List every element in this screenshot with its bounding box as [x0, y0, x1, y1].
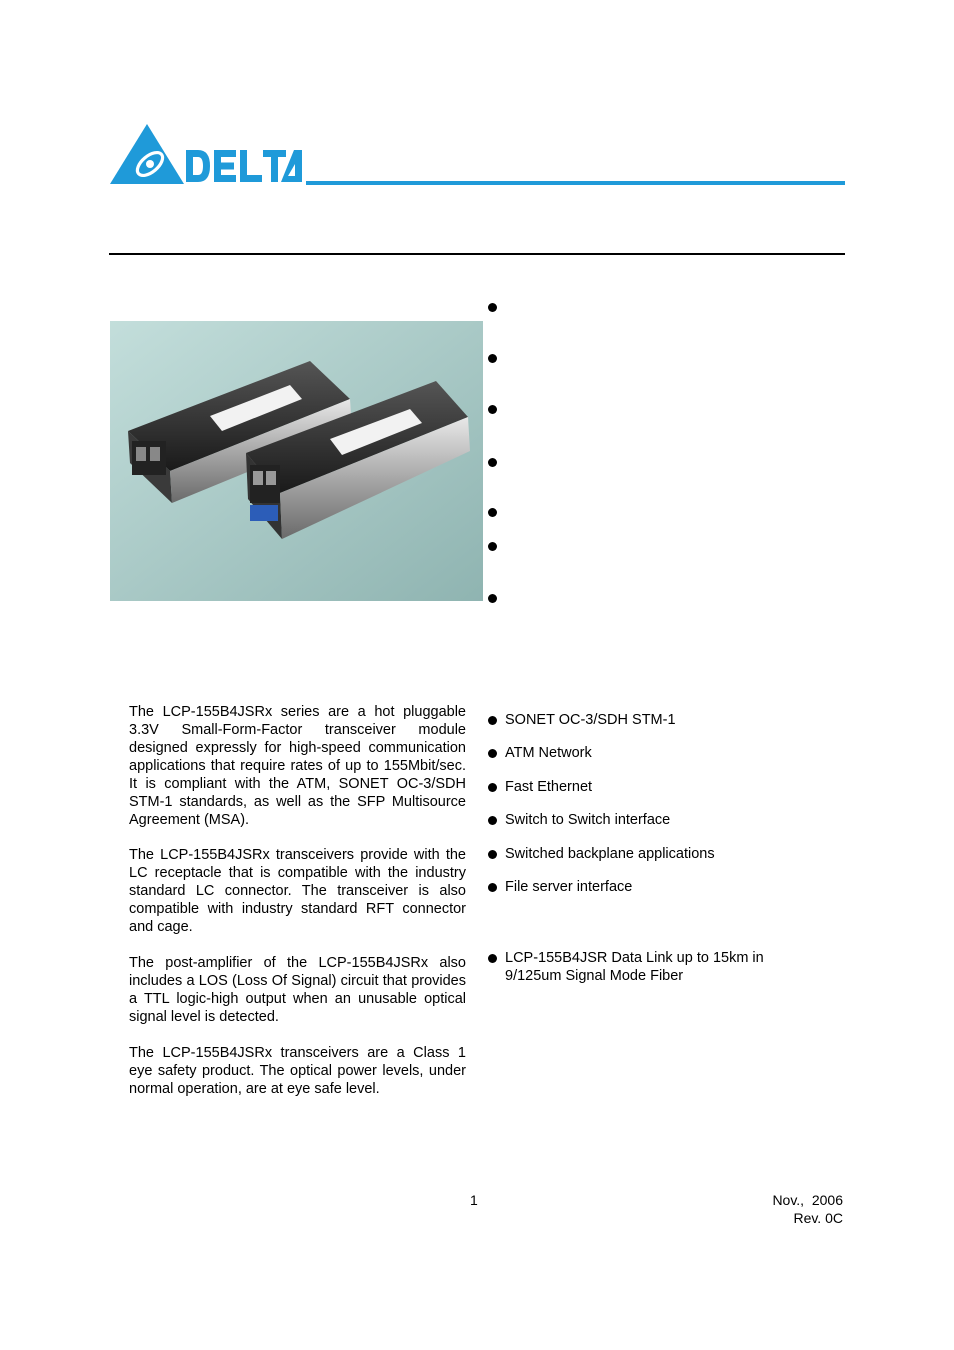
delta-triangle-icon	[110, 124, 184, 184]
description-paragraph: The LCP-155B4JSRx series are a hot pluggable 3.3V Small-Form-Factor transceiver module designed expressly for high-speed communication applications that require rates of up to 155Mbit/sec. It is compliant with the ATM, SONET OC-3/SDH STM-1 standards, as well as the SFP Multisource Agreement (MSA).	[129, 704, 466, 828]
feature-bullet	[488, 458, 497, 467]
title-divider	[109, 253, 845, 255]
application-label: File server interface	[505, 879, 633, 895]
delta-logo	[110, 124, 302, 184]
bullet-icon	[488, 850, 497, 859]
feature-bullet	[488, 303, 497, 312]
description-paragraph: The LCP-155B4JSRx transceivers provide with the LC receptacle that is compatible with the industry standard LC connector. The transceiver is also compatible with industry standard RFT connector and cage.	[129, 847, 466, 935]
feature-bullet	[488, 508, 497, 517]
product-photo	[110, 321, 483, 601]
feature-bullet	[488, 542, 497, 551]
bullet-icon	[488, 816, 497, 825]
feature-bullet	[488, 405, 497, 414]
application-label: Switched backplane applications	[505, 846, 715, 862]
application-label: ATM Network	[505, 745, 592, 761]
document-date: Nov., 2006	[772, 1192, 843, 1208]
feature-bullet	[488, 594, 497, 603]
performance-label: LCP-155B4JSR Data Link up to 15km in 9/125um Signal Mode Fiber	[505, 950, 764, 984]
header-accent-rule	[306, 181, 845, 185]
bullet-icon	[488, 954, 497, 963]
feature-bullet	[488, 354, 497, 363]
application-label: Fast Ethernet	[505, 779, 593, 795]
description-paragraph: The LCP-155B4JSRx transceivers are a Class 1 eye safety product. The optical power levels, under normal operation, are at eye safe level.	[129, 1045, 466, 1097]
bullet-icon	[488, 716, 497, 725]
bullet-icon	[488, 883, 497, 892]
application-label: Switch to Switch interface	[505, 812, 671, 828]
document-revision: Rev. 0C	[793, 1210, 843, 1226]
description-paragraph: The post-amplifier of the LCP-155B4JSRx also includes a LOS (Loss Of Signal) circuit that provides a TTL logic-high output when an unusable optical signal level is detected.	[129, 955, 466, 1025]
application-label: SONET OC-3/SDH STM-1	[505, 712, 676, 728]
delta-wordmark	[186, 150, 302, 182]
bullet-icon	[488, 749, 497, 758]
bullet-icon	[488, 783, 497, 792]
page-number: 1	[470, 1192, 478, 1208]
